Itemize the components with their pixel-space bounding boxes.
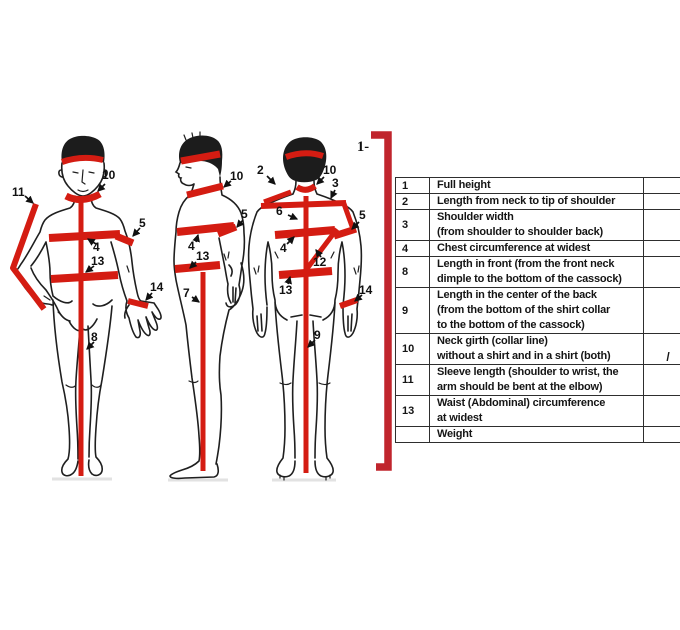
front-bicep-band bbox=[116, 236, 133, 243]
value-cell bbox=[644, 241, 680, 257]
figure-side-view bbox=[170, 132, 244, 478]
value-cell bbox=[644, 396, 680, 427]
side-outline bbox=[170, 163, 244, 478]
arrow-2 bbox=[267, 176, 275, 184]
arrow-3 bbox=[331, 190, 335, 198]
measure-label-10-back: 10 bbox=[323, 163, 337, 177]
description-cell: Shoulder width (from shoulder to shoulder back) bbox=[430, 210, 644, 241]
description-cell: Length from neck to tip of shoulder bbox=[430, 194, 644, 210]
row-number-cell: 11 bbox=[396, 365, 430, 396]
value-cell bbox=[644, 210, 680, 241]
description-cell: Length in front (from the front neck dimple to the bottom of the cassock) bbox=[430, 257, 644, 288]
measure-label-4-side: 4 bbox=[188, 239, 195, 253]
arrow-6 bbox=[288, 215, 297, 219]
back-shoulder-arm-diagonal bbox=[343, 201, 353, 229]
table-row bbox=[396, 257, 680, 288]
description-cell: Full height bbox=[430, 178, 644, 194]
description-cell: Length in the center of the back (from the bottom of the shirt collar to the bottom of the cassock) bbox=[430, 288, 644, 334]
measure-label-13-front: 13 bbox=[91, 254, 105, 268]
value-cell bbox=[644, 427, 680, 443]
value-cell bbox=[644, 178, 680, 194]
row-number-cell: 2 bbox=[396, 194, 430, 210]
back-waist-band bbox=[279, 271, 332, 275]
back-neck-band bbox=[297, 186, 315, 190]
table-row bbox=[396, 241, 680, 257]
measure-label-12: 12 bbox=[313, 255, 327, 269]
row-number-cell bbox=[396, 427, 430, 443]
description-cell: Sleeve length (shoulder to wrist, the arm should be bent at the elbow) bbox=[430, 365, 644, 396]
arrow-7 bbox=[192, 297, 199, 302]
ground-shadows bbox=[52, 479, 336, 480]
measure-label-5-front: 5 bbox=[139, 216, 146, 230]
table-row bbox=[396, 210, 680, 241]
measure-label-14-back: 14 bbox=[359, 283, 373, 297]
description-cell: Chest circumference at widest bbox=[430, 241, 644, 257]
value-cell: / bbox=[644, 334, 680, 365]
measure-label-9: 9 bbox=[314, 328, 321, 342]
row-number-cell: 1 bbox=[396, 178, 430, 194]
back-hair bbox=[283, 137, 326, 182]
value-cell bbox=[644, 194, 680, 210]
side-waist-band bbox=[175, 265, 220, 269]
arrow-f3-4 bbox=[287, 237, 294, 244]
front-headband bbox=[62, 158, 103, 162]
back-chest-band bbox=[275, 230, 335, 235]
measure-label-11: 11 bbox=[12, 185, 25, 199]
table-row bbox=[396, 365, 680, 396]
measure-label-14-front: 14 bbox=[150, 280, 164, 294]
table-row bbox=[396, 334, 680, 365]
measure-label-5-side: 5 bbox=[241, 207, 248, 221]
measure-label-10-side: 10 bbox=[230, 169, 244, 183]
row-number-cell: 4 bbox=[396, 241, 430, 257]
arrow-11 bbox=[25, 196, 33, 203]
measure-label-4-front: 4 bbox=[93, 240, 100, 254]
table-row bbox=[396, 178, 680, 194]
front-sleeve-line bbox=[13, 204, 44, 309]
back-shoulder-width-line bbox=[261, 203, 346, 206]
arrow-f2-4 bbox=[196, 235, 198, 242]
full-height-bracket bbox=[371, 135, 388, 467]
measure-label-3: 3 bbox=[332, 176, 339, 190]
figure-back-view bbox=[249, 137, 362, 480]
table-row bbox=[396, 396, 680, 427]
row-number-cell: 9 bbox=[396, 288, 430, 334]
measure-label-7: 7 bbox=[183, 286, 190, 300]
description-cell: Neck girth (collar line) without a shirt and in a shirt (both) bbox=[430, 334, 644, 365]
row-number-cell: 8 bbox=[396, 257, 430, 288]
table-row bbox=[396, 194, 680, 210]
value-cell bbox=[644, 365, 680, 396]
measure-label-13-back: 13 bbox=[279, 283, 293, 297]
row-number-cell: 13 bbox=[396, 396, 430, 427]
front-waist-band bbox=[51, 275, 118, 279]
measure-label-2: 2 bbox=[257, 163, 264, 177]
row-number-cell: 3 bbox=[396, 210, 430, 241]
table-row bbox=[396, 288, 680, 334]
measure-label-10-front: 10 bbox=[102, 168, 116, 182]
measure-label-8: 8 bbox=[91, 330, 98, 344]
figure-front-view bbox=[13, 136, 164, 476]
measurements-table bbox=[395, 177, 680, 443]
value-cell bbox=[644, 257, 680, 288]
row-number-cell: 10 bbox=[396, 334, 430, 365]
front-neck-band bbox=[66, 194, 100, 200]
arrow-f1-14 bbox=[146, 293, 152, 300]
table-row bbox=[396, 427, 680, 443]
measure-label-4-back: 4 bbox=[280, 241, 287, 255]
description-cell: Weight bbox=[430, 427, 644, 443]
arrow-f2-5 bbox=[237, 220, 243, 227]
measure-label-13-side: 13 bbox=[196, 249, 210, 263]
description-cell: Waist (Abdominal) circumference at widest bbox=[430, 396, 644, 427]
front-chest-band bbox=[49, 234, 120, 238]
measure-label-6: 6 bbox=[276, 204, 283, 218]
value-cell bbox=[644, 288, 680, 334]
full-height-bracket-label: 1- bbox=[357, 139, 370, 155]
back-forearm-band bbox=[340, 300, 357, 306]
measure-label-5-back: 5 bbox=[359, 208, 366, 222]
